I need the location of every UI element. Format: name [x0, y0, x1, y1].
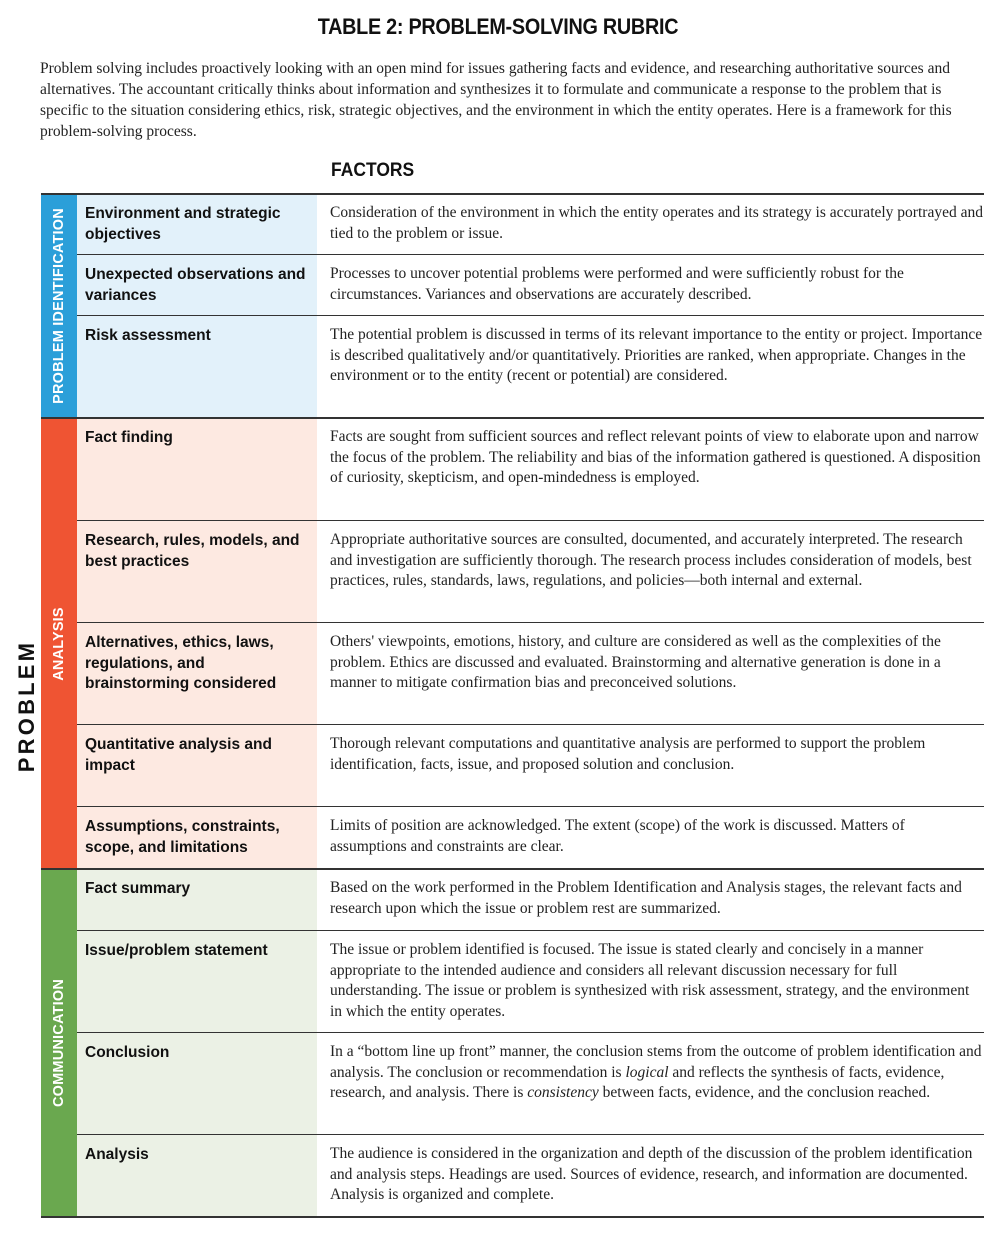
row-divider: [77, 254, 984, 255]
factor-description: Facts are sought from sufficient sources and reflect relevant points of view to elaborate upon and narrow the focus of the problem. The reliability and bias of the information gathered is questioned. A disposition of curiosity, skepticism, and open-mindedness is employed.: [330, 428, 981, 487]
factor-label: Alternatives, ethics, laws, regulations, and brainstorming considered: [85, 634, 277, 692]
factor-description: Based on the work performed in the Problem Identification and Analysis stages, the relevant facts and research upon which the issue or problem rest are summarized.: [330, 879, 962, 917]
factor-description: The issue or problem identified is focused. The issue is stated clearly and concisely in a manner appropriate to the intended audience and considers all relevant discussion necessary for full understanding. The issue or problem is synthesized with risk assessment, strategy, and the environment in which the entity operates.: [330, 941, 970, 1020]
section-bar-problem-identification: [41, 194, 77, 418]
factor-label: Risk assessment: [85, 327, 211, 344]
section-bar-communication: [41, 869, 77, 1218]
row-divider: [77, 806, 984, 807]
factor-label: Fact finding: [85, 429, 173, 446]
factor-description: Processes to uncover potential problems were performed and were sufficiently robust for the circumstances. Variances and observations are accurately described.: [330, 265, 904, 303]
problem-side-label-text: PROBLEM: [14, 639, 39, 773]
table-top-rule: [41, 193, 984, 195]
row-divider: [77, 520, 984, 521]
factor-label: Fact summary: [85, 880, 191, 897]
section-divider: [41, 868, 984, 870]
row-divider: [77, 622, 984, 623]
description-text: between facts, evidence, and the conclusion reached.: [598, 1084, 931, 1102]
page-title: TABLE 2: PROBLEM-SOLVING RUBRIC: [317, 14, 679, 39]
factor-label: Environment and strategic objectives: [85, 205, 281, 243]
row-divider: [77, 930, 984, 931]
factor-label: Assumptions, constraints, scope, and limitations: [85, 818, 280, 856]
factor-description: Limits of position are acknowledged. The extent (scope) of the work is discussed. Matters of assumptions and constraints are clear.: [330, 817, 905, 855]
factor-description: Thorough relevant computations and quantitative analysis are performed to support the problem identification, facts, issue, and proposed solution and conclusion.: [330, 735, 926, 773]
factor-description: The audience is considered in the organization and depth of the discussion of the problem identification and analysis steps. Headings are used. Sources of evidence, research, and information are documented. Analysis is organized and complete.: [330, 1145, 973, 1204]
row-divider: [77, 315, 984, 316]
section-bar-analysis: [41, 418, 77, 869]
factor-label: Analysis: [85, 1146, 149, 1163]
description-text: In a “bottom line up front” manner, the conclusion stems from the outcome of problem identification and analysis. The conclusion or recommendation is: [330, 1043, 982, 1081]
section-label-communication: COMMUNICATION: [51, 979, 67, 1107]
factor-label: Issue/problem statement: [85, 942, 268, 959]
factor-label: Conclusion: [85, 1044, 170, 1061]
intro-paragraph: Problem solving includes proactively looking with an open mind for issues gathering facts and evidence, and researching authoritative sources and alternatives. The accountant critically thinks about information and synthesizes it to formulate and communicate a response to the problem that is specific to the situation considering ethics, risk, strategic objectives, and the environment in which the entity operates. Here is a framework for this problem-solving process.: [40, 60, 952, 140]
factor-label: Quantitative analysis and impact: [85, 736, 272, 774]
factor-description: The potential problem is discussed in terms of its relevant importance to the entity or project. Importance is described qualitatively and/or quantitatively. Priorities are ranked, when appropriate. Changes in the environment or to the entity (recent or potential) are considered.: [330, 326, 983, 385]
row-divider: [77, 1134, 984, 1135]
factor-description: Others' viewpoints, emotions, history, and culture are considered as well as the complexities of the problem. Ethics are discussed and evaluated. Brainstorming and alternative generation is done in a manner to mitigate confirmation bias and preconceived solutions.: [330, 633, 941, 692]
section-divider: [41, 417, 984, 419]
description-text: and reflects the synthesis of facts, evidence, research, and analysis. There is: [330, 1063, 945, 1102]
row-divider: [77, 1032, 984, 1033]
section-label-analysis: ANALYSIS: [51, 607, 67, 681]
row-divider: [77, 724, 984, 725]
factor-description: [330, 1042, 984, 1104]
factor-label: Unexpected observations and variances: [85, 266, 306, 304]
factor-description: Consideration of the environment in which the entity operates and its strategy is accurately portrayed and tied to the problem or issue.: [330, 204, 983, 242]
factor-description: Appropriate authoritative sources are consulted, documented, and accurately interpreted. The research and investigation are sufficiently thorough. The research process includes consideration of models, best practices, rules, standards, laws, regulations, and policies—both internal and external.: [330, 531, 972, 590]
section-label-problem-identification: PROBLEM IDENTIFICATION: [51, 208, 67, 404]
table-bottom-rule: [41, 1216, 984, 1218]
description-emphasis: consistency: [527, 1084, 599, 1102]
factor-label: Research, rules, models, and best practices: [85, 532, 300, 570]
description-emphasis: logical: [625, 1063, 669, 1081]
factors-heading: FACTORS: [331, 160, 415, 181]
